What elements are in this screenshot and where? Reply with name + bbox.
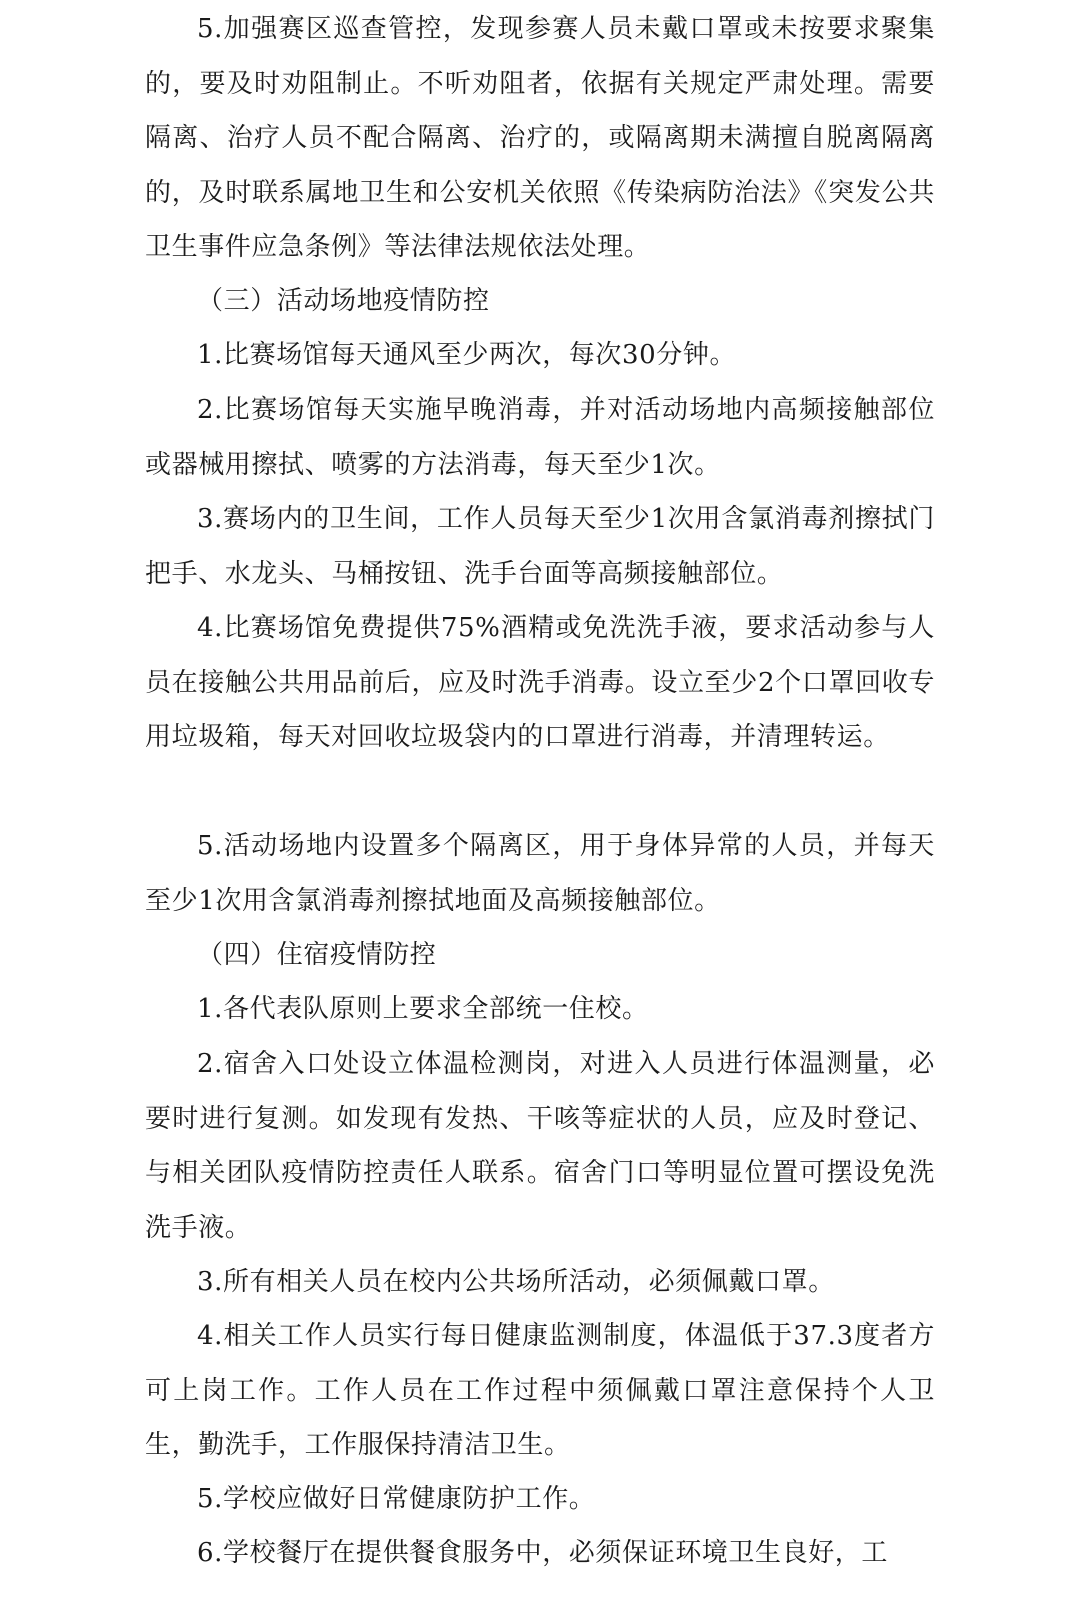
paragraph-venue-4: 4.比赛场馆免费提供75%酒精或免洗洗手液，要求活动参与人员在接触公共用品前后，应及时洗手消毒。设立至少2个口罩回收专用垃圾箱，每天对回收垃圾袋内的口罩进行消毒，并清理转运。 (145, 613, 935, 752)
paragraph-lodging-3: 3.所有相关人员在校内公共场所活动，必须佩戴口罩。 (197, 1267, 835, 1297)
section-heading-lodging: （四）住宿疫情防控 (197, 940, 437, 970)
paragraph-venue-3: 3.赛场内的卫生间，工作人员每天至少1次用含氯消毒剂擦拭门把手、水龙头、马桶按钮、洗手台面等高频接触部位。 (145, 504, 935, 589)
paragraph-lodging-5: 5.学校应做好日常健康防护工作。 (197, 1484, 596, 1514)
paragraph-lodging-2: 2.宿舍入口处设立体温检测岗，对进入人员进行体温测量，必要时进行复测。如发现有发热、干咳等症状的人员，应及时登记、与相关团队疫情防控责任人联系。宿舍门口等明显位置可摆设免洗洗手液。 (145, 1049, 935, 1243)
section-heading-venue: （三）活动场地疫情防控 (197, 286, 490, 316)
paragraph-venue-2: 2.比赛场馆每天实施早晚消毒，并对活动场地内高频接触部位或器械用擦拭、喷雾的方法消毒，每天至少1次。 (145, 395, 935, 480)
paragraph-lodging-6: 6.学校餐厅在提供餐食服务中，必须保证环境卫生良好，工 (197, 1538, 889, 1568)
paragraph-lodging-1: 1.各代表队原则上要求全部统一住校。 (197, 994, 649, 1024)
paragraph-enforcement: 5.加强赛区巡查管控，发现参赛人员未戴口罩或未按要求聚集的，要及时劝阻制止。不听劝阻者，依据有关规定严肃处理。需要隔离、治疗人员不配合隔离、治疗的，或隔离期未满擅自脱离隔离的，及时联系属地卫生和公安机关依照《传染病防治法》《突发公共卫生事件应急条例》等法律法规依法处理。 (145, 14, 935, 262)
paragraph-lodging-4: 4.相关工作人员实行每日健康监测制度，体温低于37.3度者方可上岗工作。工作人员在工作过程中须佩戴口罩注意保持个人卫生，勤洗手，工作服保持清洁卫生。 (145, 1321, 935, 1460)
paragraph-venue-5: 5.活动场地内设置多个隔离区，用于身体异常的人员，并每天至少1次用含氯消毒剂擦拭地面及高频接触部位。 (145, 831, 935, 916)
paragraph-venue-1: 1.比赛场馆每天通风至少两次，每次30分钟。 (197, 340, 737, 370)
